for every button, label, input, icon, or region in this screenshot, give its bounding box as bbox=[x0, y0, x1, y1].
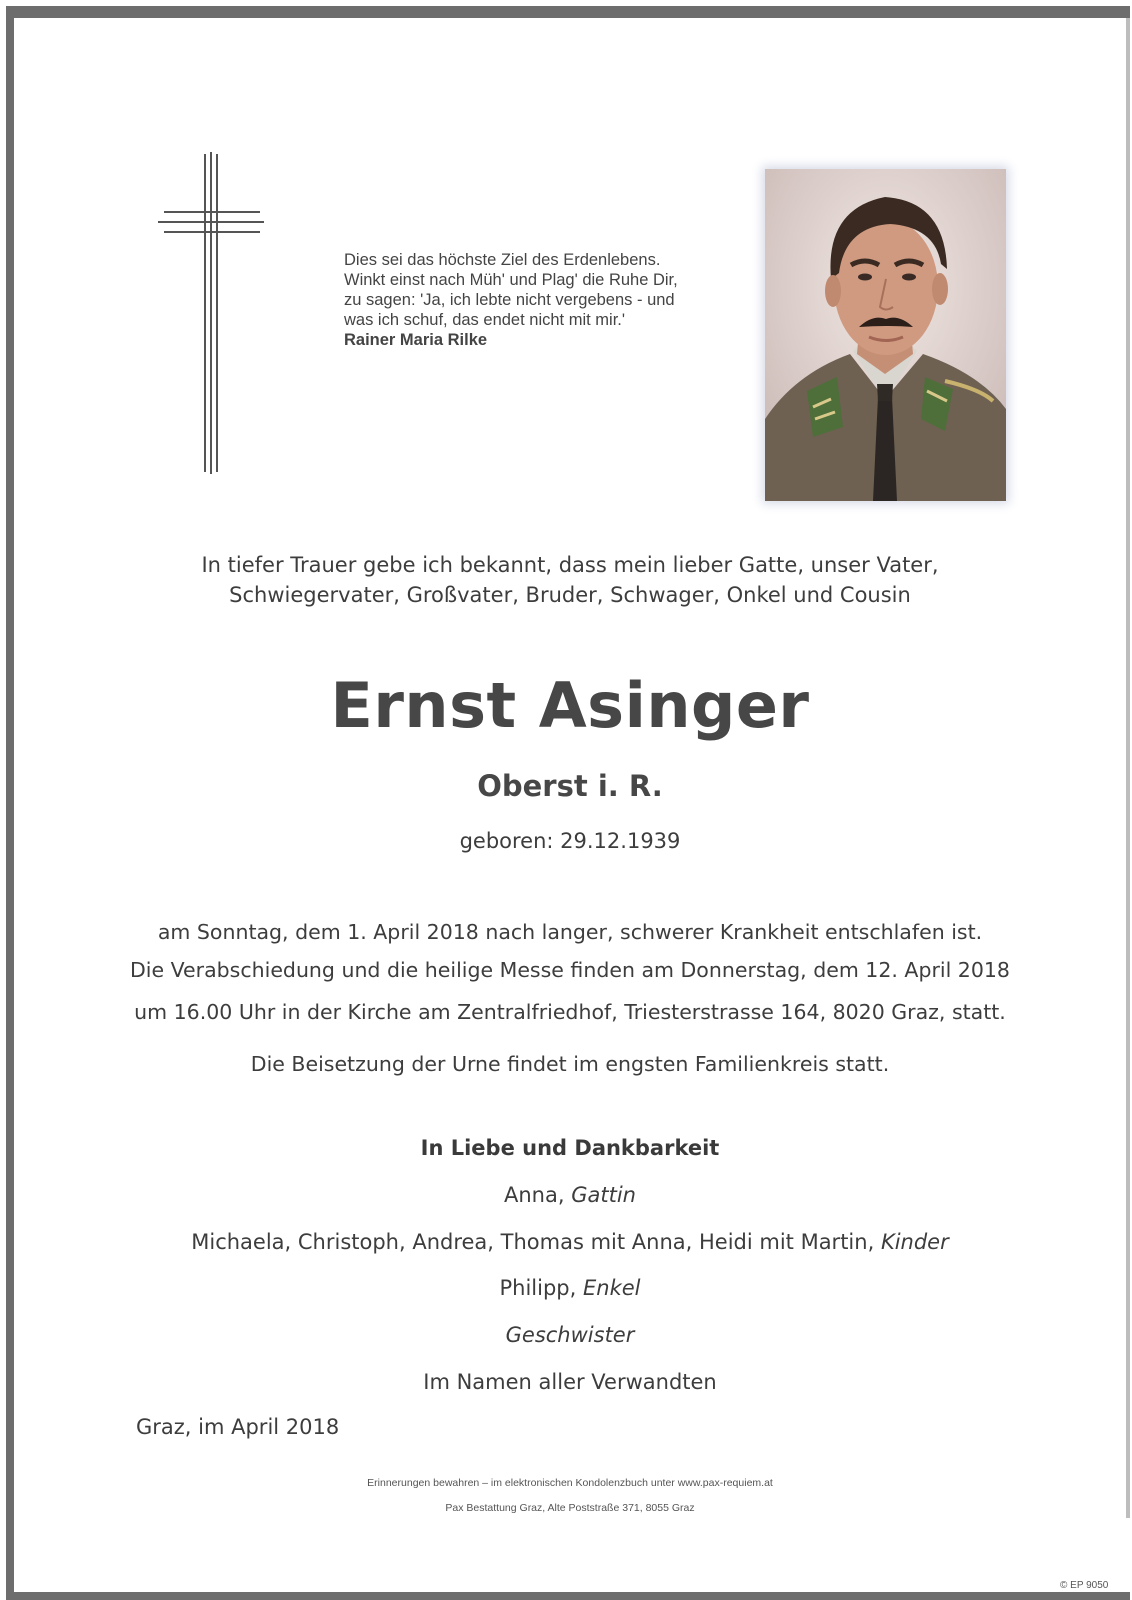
quote-line: zu sagen: 'Ja, ich lebte nicht vergebens - und bbox=[344, 291, 675, 309]
intro-text bbox=[14, 550, 1126, 610]
service-location-line: um 16.00 Uhr in der Kirche am Zentralfriedhof, Triesterstrasse 164, 8020 Graz, statt. bbox=[134, 1000, 1006, 1024]
quote-line: Winkt einst nach Müh' und Plag' die Ruhe Dir, bbox=[344, 271, 678, 289]
mourner-role: Gattin bbox=[571, 1183, 636, 1207]
deceased-name: Ernst Asinger bbox=[330, 669, 810, 742]
mourner-grandchildren bbox=[14, 1273, 1126, 1303]
quote-line: Dies sei das höchste Ziel des Erdenlebens. bbox=[344, 251, 661, 269]
mourner-names: Anna, bbox=[504, 1183, 572, 1207]
footer-condolence-note: Erinnerungen bewahren – im elektronischen Kondolenzbuch unter www.pax-requiem.at bbox=[367, 1477, 773, 1489]
birth-date: geboren: 29.12.1939 bbox=[459, 829, 681, 853]
mourner-siblings bbox=[14, 1320, 1126, 1350]
intro-line: In tiefer Trauer gebe ich bekannt, dass mein lieber Gatte, unser Vater, bbox=[201, 553, 939, 577]
cross-icon bbox=[156, 152, 266, 482]
mourner-spouse bbox=[14, 1180, 1126, 1210]
frame-right-border bbox=[1126, 18, 1130, 1518]
mourner-role: Enkel bbox=[583, 1276, 641, 1300]
frame-left-border bbox=[6, 6, 14, 1600]
frame-bottom-border bbox=[6, 1592, 1130, 1600]
mourner-closing: Im Namen aller Verwandten bbox=[423, 1370, 717, 1394]
mourner-names: Philipp, bbox=[499, 1276, 583, 1300]
place-date: Graz, im April 2018 bbox=[136, 1415, 340, 1439]
service-notice-line: Die Verabschiedung und die heilige Messe finden am Donnerstag, dem 12. April 2018 bbox=[130, 958, 1010, 982]
template-code: © EP 9050 bbox=[1060, 1580, 1109, 1591]
urn-burial-line: Die Beisetzung der Urne findet im engsten Familienkreis statt. bbox=[250, 1052, 890, 1076]
mourners-heading: In Liebe und Dankbarkeit bbox=[420, 1136, 720, 1160]
frame-top-border bbox=[6, 6, 1130, 18]
quote-line: was ich schuf, das endet nicht mit mir.' bbox=[344, 311, 626, 329]
mourner-children bbox=[14, 1227, 1126, 1257]
mourner-role: Geschwister bbox=[505, 1323, 635, 1347]
portrait-photo bbox=[765, 169, 1006, 501]
death-notice-line: am Sonntag, dem 1. April 2018 nach langer, schwerer Krankheit entschlafen ist. bbox=[157, 920, 983, 944]
rilke-quote bbox=[344, 250, 744, 350]
intro-line: Schwiegervater, Großvater, Bruder, Schwager, Onkel und Cousin bbox=[229, 583, 911, 607]
mourner-names: Michaela, Christoph, Andrea, Thomas mit Anna, Heidi mit Martin, bbox=[191, 1230, 881, 1254]
footer-undertaker-address: Pax Bestattung Graz, Alte Poststraße 371, 8055 Graz bbox=[445, 1502, 695, 1514]
mourner-role: Kinder bbox=[880, 1230, 949, 1254]
quote-author: Rainer Maria Rilke bbox=[344, 331, 488, 349]
deceased-title: Oberst i. R. bbox=[477, 769, 663, 803]
